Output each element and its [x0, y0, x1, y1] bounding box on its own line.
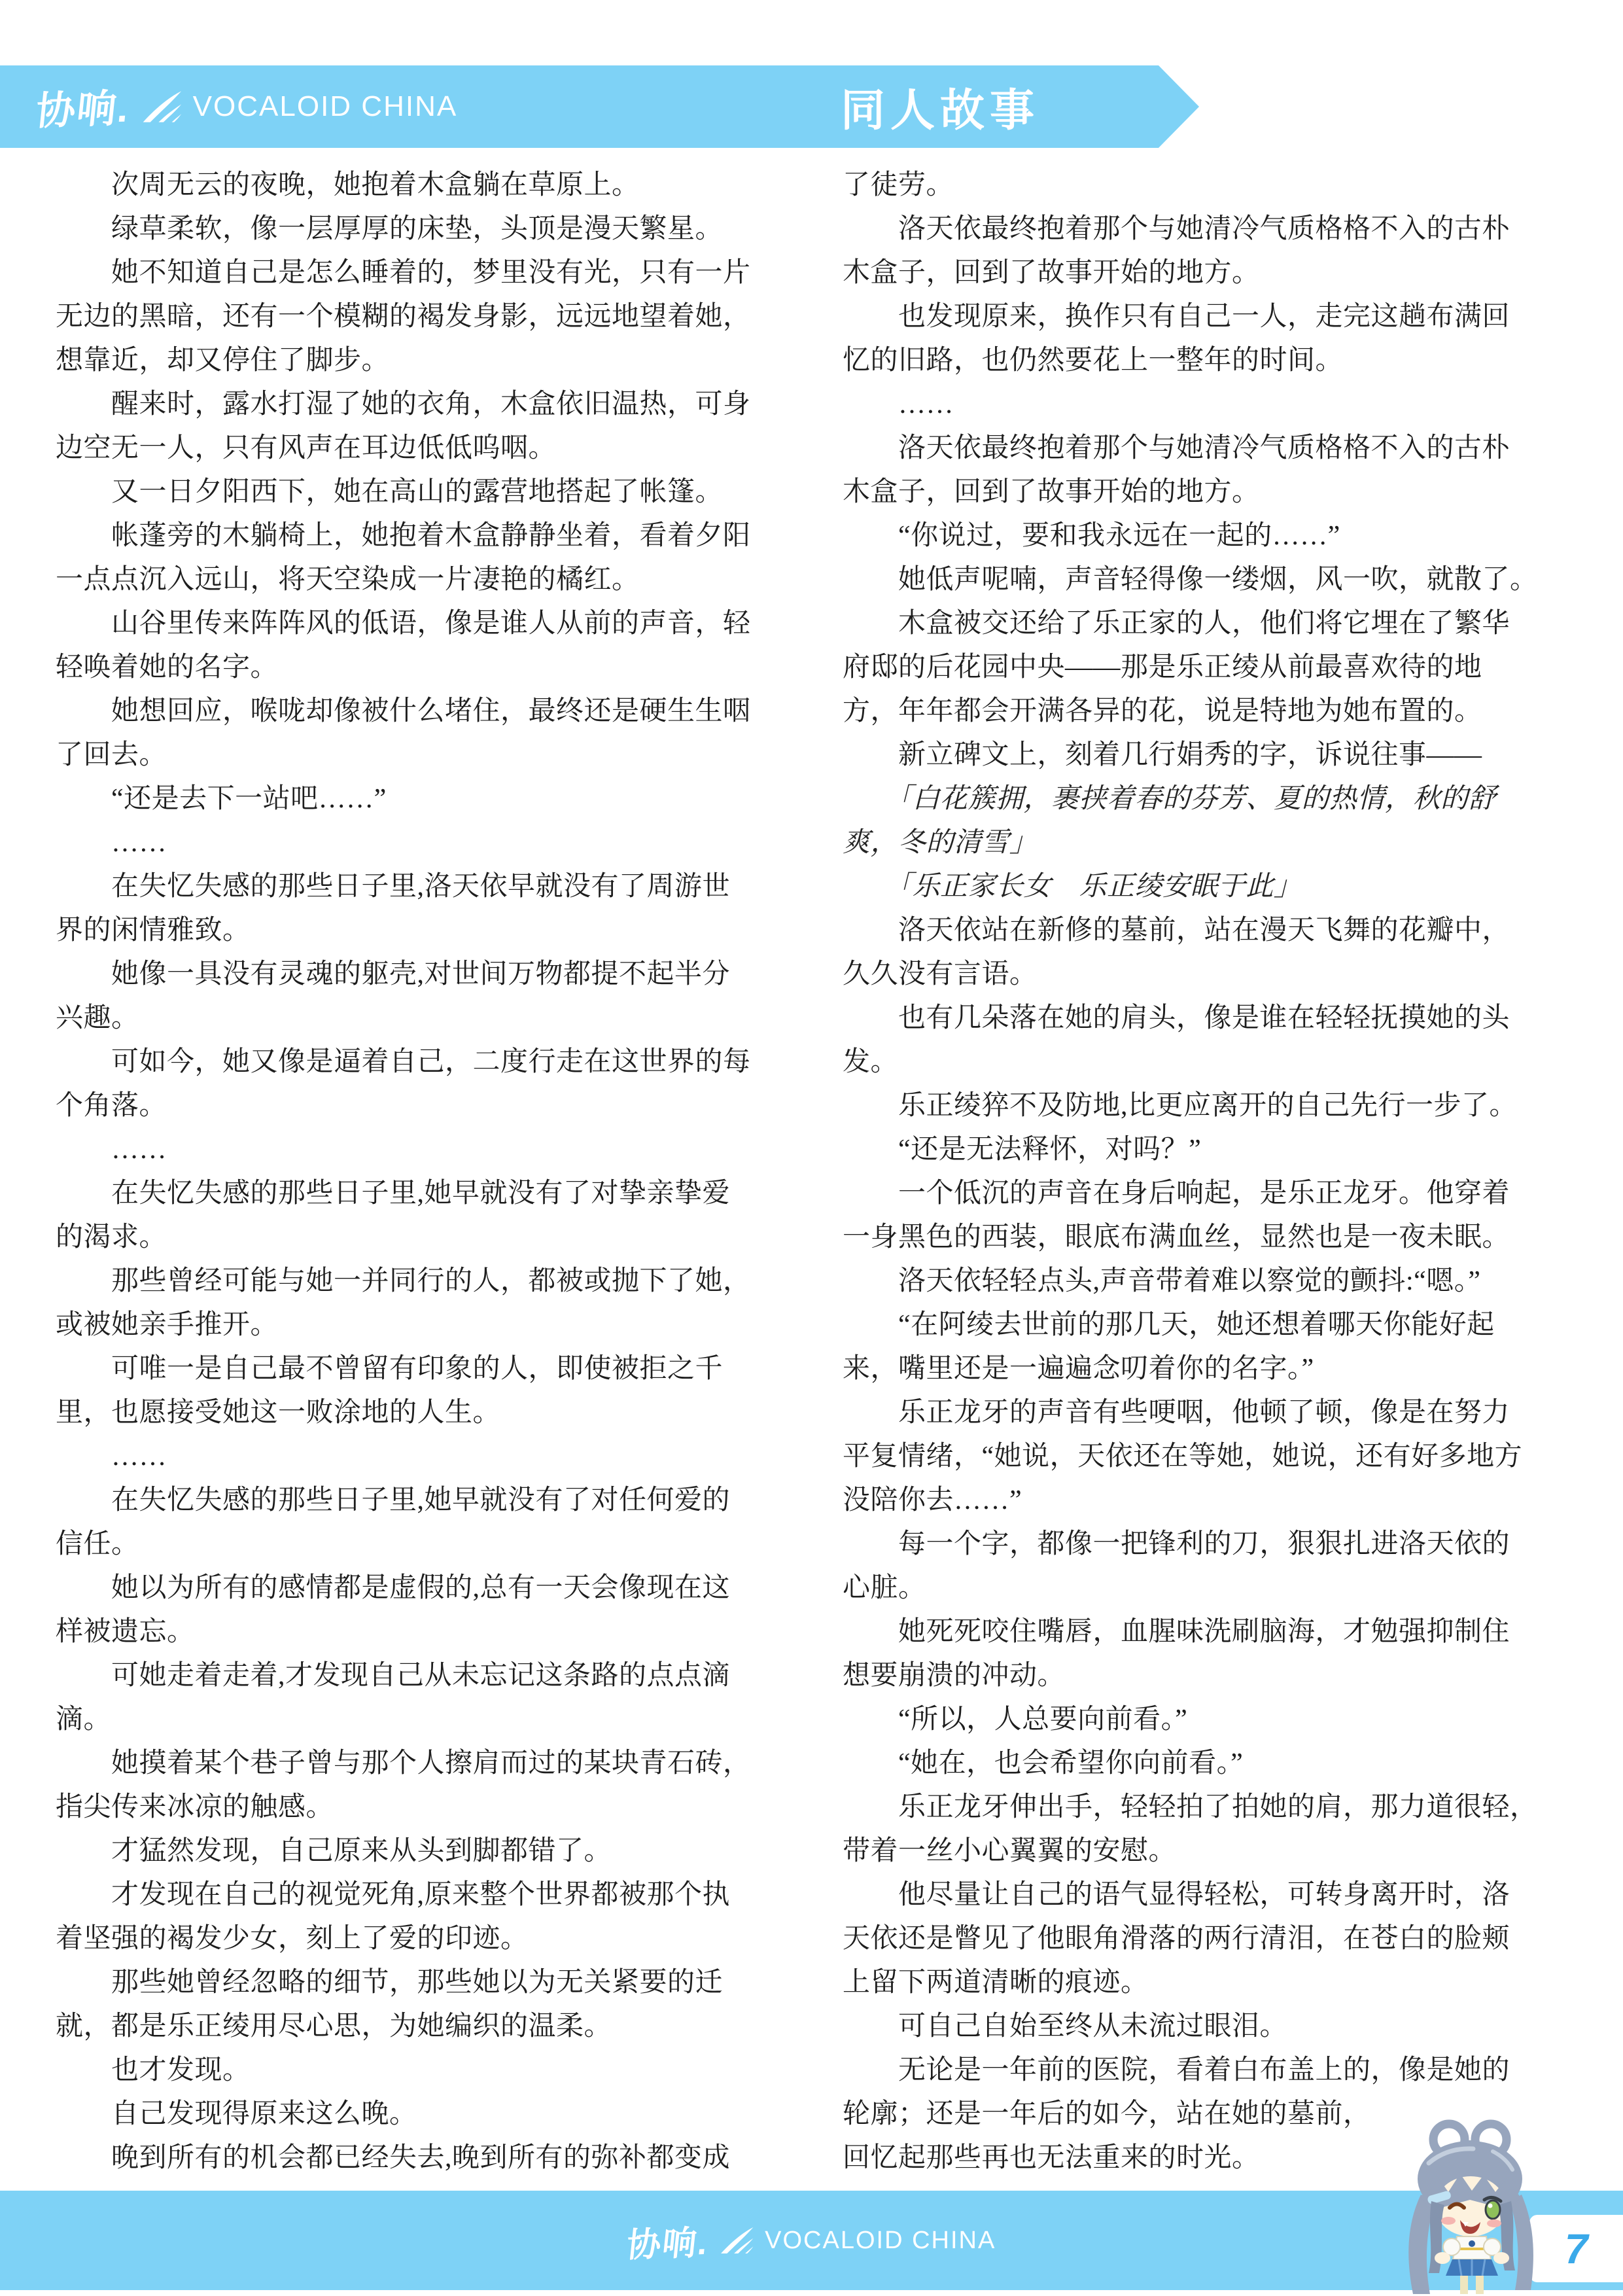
- text-line: 发。: [843, 1047, 899, 1077]
- text-line: 那些她曾经忽略的细节，那些她以为无关紧要的迁: [56, 1968, 724, 1998]
- text-line: 在失忆失感的那些日子里,她早就没有了对任何爱的: [56, 1485, 731, 1515]
- text-line: 带着一丝小心翼翼的安慰。: [843, 1836, 1177, 1866]
- right-column: [843, 164, 1573, 2180]
- text-line: 她想回应，喉咙却像被什么堵住，最终还是硬生生咽: [56, 696, 751, 726]
- text-line: 新立碑文上，刻着几行娟秀的字，诉说往事——: [843, 740, 1482, 770]
- text-line: 信任。: [56, 1529, 139, 1559]
- logo-en-text: VOCALOID CHINA: [765, 2226, 996, 2254]
- text-line: 来，嘴里还是一遍遍念叨着你的名字。”: [843, 1354, 1314, 1384]
- text-line: 也有几朵落在她的肩头，像是谁在轻轻抚摸她的头: [843, 1003, 1510, 1033]
- text-line: “她在，也会希望你向前看。”: [843, 1748, 1244, 1778]
- text-line: 可自己自始至终从未流过眼泪。: [843, 2011, 1288, 2041]
- text-line: 在失忆失感的那些日子里,她早就没有了对挚亲挚爱: [56, 1178, 731, 1209]
- text-line: 一身黑色的西装，眼底布满血丝，显然也是一夜未眠。: [843, 1222, 1510, 1252]
- text-line: 边空无一人，只有风声在耳边低低呜咽。: [56, 433, 557, 463]
- text-line: 洛天依最终抱着那个与她清冷气质格格不入的古朴: [843, 433, 1510, 463]
- text-line: 绿草柔软，像一层厚厚的床垫，头顶是漫天繁星。: [56, 214, 724, 244]
- text-line: 木盒被交还给了乐正家的人，他们将它埋在了繁华: [843, 609, 1510, 639]
- footer-logo: [624, 2216, 996, 2265]
- text-line: 指尖传来冰凉的触感。: [56, 1792, 334, 1822]
- text-line: 晚到所有的机会都已经失去,晚到所有的弥补都变成: [56, 2143, 731, 2173]
- text-line: 无边的黑暗，还有一个模糊的褐发身影，远远地望着她，: [56, 302, 751, 332]
- text-line: 就，都是乐正绫用尽心思，为她编织的温柔。: [56, 2011, 612, 2041]
- text-line: 兴趣。: [56, 1003, 139, 1033]
- text-line: 在失忆失感的那些日子里,洛天依早就没有了周游世: [56, 872, 731, 902]
- text-line: “所以，人总要向前看。”: [843, 1704, 1188, 1735]
- text-line: 她死死咬住嘴唇，血腥味洗刷脑海，才勉强抑制住: [843, 1617, 1510, 1647]
- text-line: ……: [56, 1135, 167, 1165]
- text-line: 轻唤着她的名字。: [56, 652, 279, 682]
- text-line: 没陪你去……”: [843, 1485, 1022, 1515]
- text-line: 才猛然发现，自己原来从头到脚都错了。: [56, 1836, 612, 1866]
- text-line: 「白花簇拥，裹挟着春的芬芳、夏的热情，秋的舒: [843, 784, 1497, 814]
- text-line: 她以为所有的感情都是虚假的,总有一天会像现在这: [56, 1573, 731, 1603]
- text-line: 平复情绪，“她说，天依还在等她，她说，还有好多地方: [843, 1441, 1523, 1472]
- text-line: 样被遗忘。: [56, 1617, 195, 1647]
- text-line: “还是无法释怀，对吗？”: [843, 1135, 1202, 1165]
- magazine-logo: [33, 79, 458, 135]
- header-banner: [0, 65, 1159, 148]
- text-line: 山谷里传来阵阵风的低语，像是谁人从前的声音，轻: [56, 609, 751, 639]
- text-line: 乐正龙牙伸出手，轻轻拍了拍她的肩，那力道很轻，: [843, 1792, 1538, 1822]
- text-line: 个角落。: [56, 1091, 167, 1121]
- text-line: 他尽量让自己的语气显得轻松，可转身离开时，洛: [843, 1880, 1510, 1910]
- text-line: 着坚强的褐发少女，刻上了爱的印迹。: [56, 1924, 529, 1954]
- text-line: 洛天依轻轻点头,声音带着难以察觉的颤抖:“嗯。”: [843, 1266, 1481, 1296]
- logo-cn-text: 协响.: [624, 2223, 710, 2265]
- text-line: 了回去。: [56, 740, 167, 770]
- text-line: 一点点沉入远山，将天空染成一片凄艳的橘红。: [56, 565, 640, 595]
- text-line: 方，年年都会开满各异的花，说是特地为她布置的。: [843, 696, 1482, 726]
- text-line: 心脏。: [843, 1573, 926, 1603]
- text-line: 木盒子，回到了故事开始的地方。: [843, 258, 1260, 288]
- text-line: 了徒劳。: [843, 170, 954, 200]
- text-line: 醒来时，露水打湿了她的衣角，木盒依旧温热，可身: [56, 389, 751, 419]
- text-line: 的渴求。: [56, 1222, 167, 1252]
- text-line: 也发现原来，换作只有自己一人，走完这趟布满回: [843, 302, 1510, 332]
- text-line: 她不知道自己是怎么睡着的，梦里没有光，只有一片: [56, 258, 751, 288]
- text-line: 上留下两道清晰的痕迹。: [843, 1968, 1149, 1998]
- luo-tianyi-chibi-illustration: [1395, 2117, 1548, 2296]
- text-line: 又一日夕阳西下，她在高山的露营地搭起了帐篷。: [56, 477, 724, 507]
- page-section-title: 同人故事: [841, 85, 1040, 135]
- text-line: 次周无云的夜晚，她抱着木盒躺在草原上。: [56, 170, 640, 200]
- text-line: 界的闲情雅致。: [56, 915, 251, 945]
- text-line: 回忆起那些再也无法重来的时光。: [843, 2143, 1260, 2173]
- text-line: 她像一具没有灵魂的躯壳,对世间万物都提不起半分: [56, 959, 731, 989]
- text-line: 木盒子，回到了故事开始的地方。: [843, 477, 1260, 507]
- text-line: ……: [56, 828, 167, 858]
- text-line: 她摸着某个巷子曾与那个人擦肩而过的某块青石砖，: [56, 1748, 751, 1778]
- text-line: 府邸的后花园中央——那是乐正绫从前最喜欢待的地: [843, 652, 1482, 682]
- text-line: 忆的旧路，也仍然要花上一整年的时间。: [843, 345, 1344, 376]
- text-line: 「乐正家长女 乐正绫安眠于此」: [843, 872, 1302, 902]
- text-line: 想要崩溃的冲动。: [843, 1661, 1066, 1691]
- text-line: 或被她亲手推开。: [56, 1310, 279, 1340]
- left-column: [56, 164, 782, 2180]
- wing-icon: [719, 2226, 754, 2255]
- text-line: 每一个字，都像一把锋利的刀，狠狠扎进洛天依的: [843, 1529, 1510, 1559]
- text-line: 久久没有言语。: [843, 959, 1038, 989]
- text-line: 洛天依最终抱着那个与她清冷气质格格不入的古朴: [843, 214, 1510, 244]
- logo-en-text: VOCALOID CHINA: [192, 90, 458, 122]
- text-line: 帐蓬旁的木躺椅上，她抱着木盒静静坐着，看着夕阳: [56, 521, 751, 551]
- text-line: 想靠近，却又停住了脚步。: [56, 345, 390, 376]
- text-line: “还是去下一站吧……”: [56, 784, 387, 814]
- text-line: 那些曾经可能与她一并同行的人，都被或抛下了她，: [56, 1266, 751, 1296]
- text-line: 轮廓；还是一年后的如今，站在她的墓前，: [843, 2099, 1371, 2129]
- text-line: 自己发现得原来这么晚。: [56, 2099, 417, 2129]
- text-line: 无论是一年前的医院，看着白布盖上的，像是她的: [843, 2055, 1510, 2085]
- text-line: 洛天依站在新修的墓前，站在漫天飞舞的花瓣中，: [843, 915, 1510, 945]
- text-line: 爽，冬的清雪」: [843, 828, 1038, 858]
- wing-icon: [141, 90, 183, 124]
- text-line: 也才发现。: [56, 2055, 251, 2085]
- text-line: 可唯一是自己最不曾留有印象的人，即使被拒之千: [56, 1354, 724, 1384]
- text-line: ……: [843, 389, 954, 419]
- text-line: “在阿绫去世前的那几天，她还想着哪天你能好起: [843, 1310, 1495, 1340]
- footer-banner: [0, 2191, 1623, 2290]
- text-line: 里，也愿接受她这一败涂地的人生。: [56, 1398, 501, 1428]
- text-line: 才发现在自己的视觉死角,原来整个世界都被那个执: [56, 1880, 731, 1910]
- text-line: 可她走着走着,才发现自己从未忘记这条路的点点滴: [56, 1661, 731, 1691]
- text-line: 滴。: [56, 1704, 112, 1735]
- text-line: 她低声呢喃，声音轻得像一缕烟，风一吹，就散了。: [843, 565, 1538, 595]
- page-number: 7: [1564, 2225, 1588, 2272]
- text-line: 可如今，她又像是逼着自己，二度行走在这世界的每: [56, 1047, 751, 1077]
- text-line: 乐正龙牙的声音有些哽咽，他顿了顿，像是在努力: [843, 1398, 1510, 1428]
- logo-cn-text: 协响.: [33, 86, 133, 133]
- text-line: 乐正绫猝不及防地,比更应离开的自己先行一步了。: [843, 1091, 1518, 1121]
- text-line: “你说过，要和我永远在一起的……”: [843, 521, 1340, 551]
- text-line: 一个低沉的声音在身后响起，是乐正龙牙。他穿着: [843, 1178, 1510, 1209]
- text-line: ……: [56, 1441, 167, 1472]
- text-line: 天依还是瞥见了他眼角滑落的两行清泪，在苍白的脸颊: [843, 1924, 1510, 1954]
